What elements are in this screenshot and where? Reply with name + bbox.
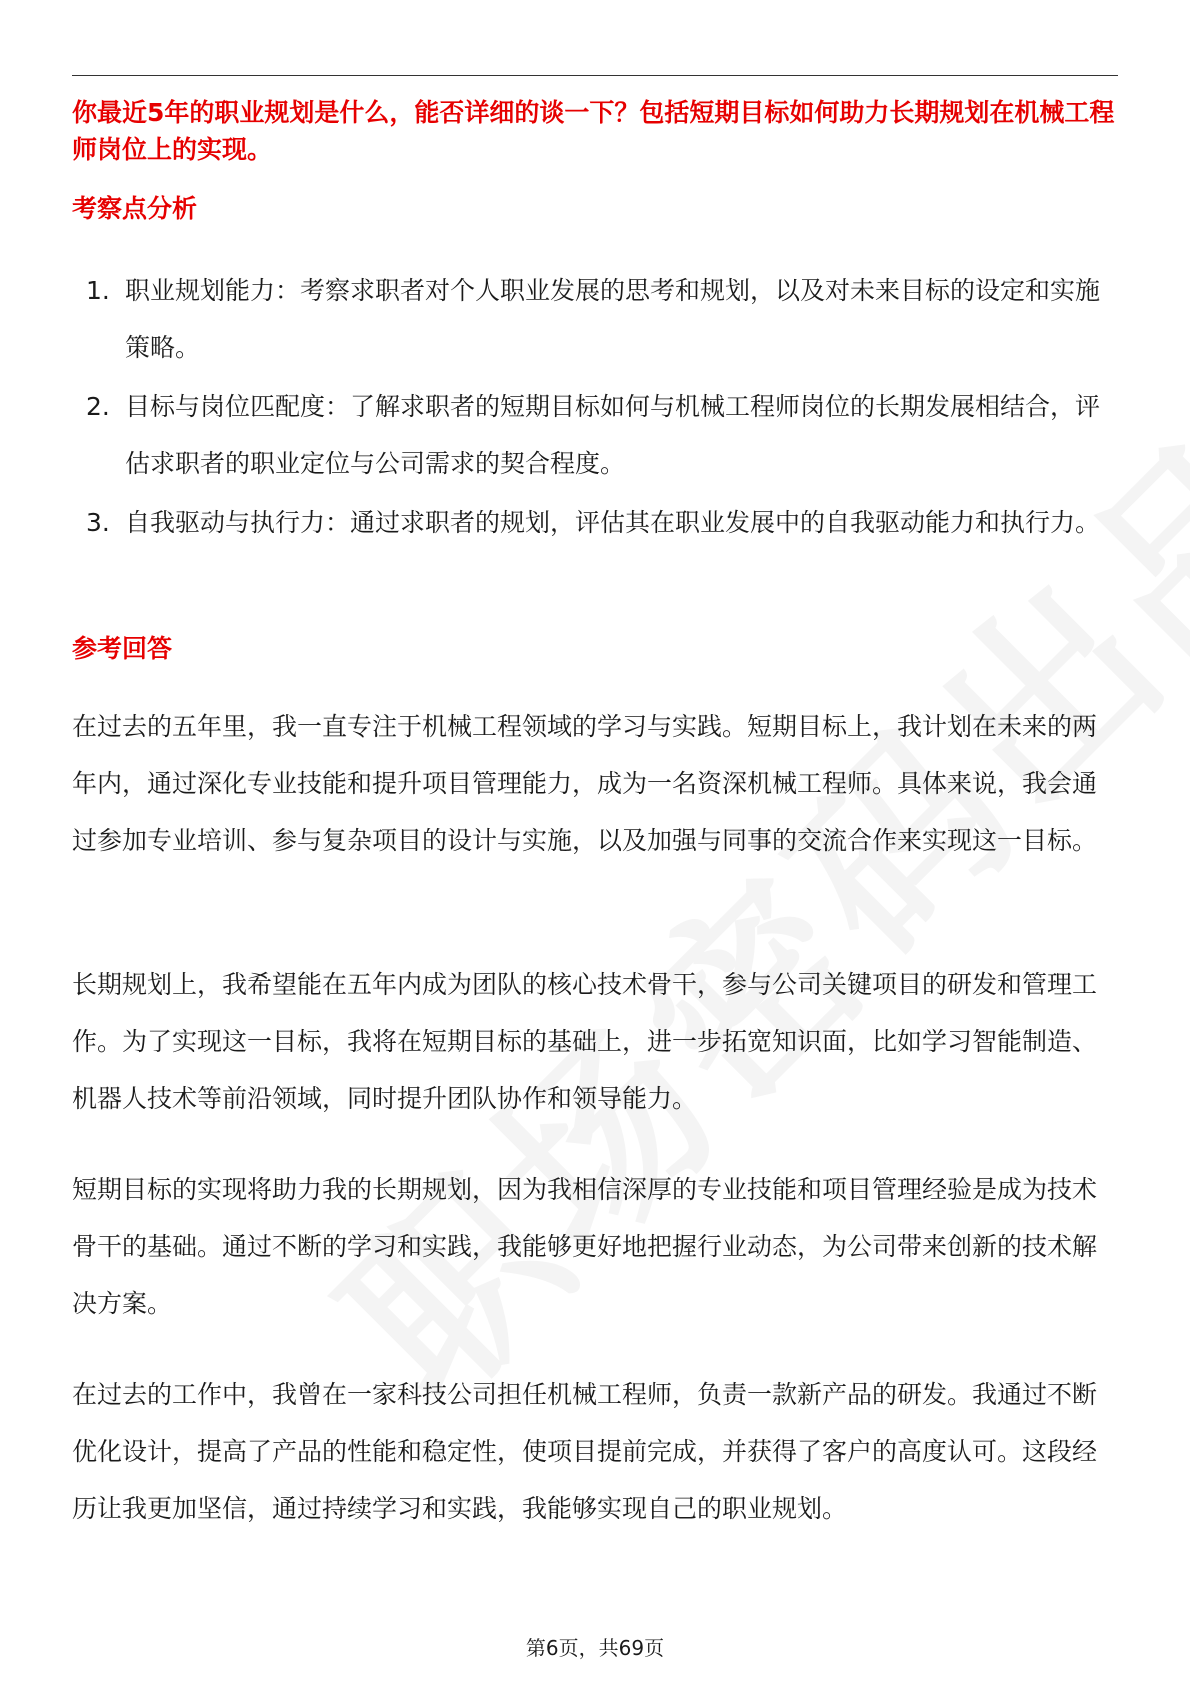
list-item-text: 目标与岗位匹配度：了解求职者的短期目标如何与机械工程师岗位的长期发展相结合，评估求职者的职业定位与公司需求的契合程度。: [125, 392, 1101, 478]
list-item-text: 自我驱动与执行力：通过求职者的规划，评估其在职业发展中的自我驱动能力和执行力。: [125, 508, 1101, 537]
analysis-list: [72, 262, 1118, 551]
list-item: [72, 262, 1118, 376]
page-number: 第6页，共69页: [525, 1636, 665, 1660]
answer-paragraph: 长期规划上，我希望能在五年内成为团队的核心技术骨干，参与公司关键项目的研发和管理工作。为了实现这一目标，我将在短期目标的基础上，进一步拓宽知识面，比如学习智能制造、机器人技术等前沿领域，同时提升团队协作和领导能力。: [72, 970, 1098, 1113]
top-divider: [72, 75, 1118, 76]
list-item: [72, 378, 1118, 492]
answer-paragraph: 短期目标的实现将助力我的长期规划，因为我相信深厚的专业技能和项目管理经验是成为技术骨干的基础。通过不断的学习和实践，我能够更好地把握行业动态，为公司带来创新的技术解决方案。: [72, 1175, 1098, 1318]
answer-paragraph: 在过去的工作中，我曾在一家科技公司担任机械工程师，负责一款新产品的研发。我通过不断优化设计，提高了产品的性能和稳定性，使项目提前完成，并获得了客户的高度认可。这段经历让我更加坚信，通过持续学习和实践，我能够实现自己的职业规划。: [72, 1380, 1098, 1523]
answer-heading: 参考回答: [72, 634, 173, 663]
question-title: 你最近5年的职业规划是什么，能否详细的谈一下？包括短期目标如何助力长期规划在机械工程师岗位上的实现。: [72, 98, 1115, 164]
list-item-number: 3.: [86, 508, 110, 537]
analysis-heading: 考察点分析: [72, 194, 198, 223]
list-item-text: 职业规划能力：考察求职者对个人职业发展的思考和规划，以及对未来目标的设定和实施策略。: [125, 276, 1101, 362]
list-item-number: 2.: [86, 392, 110, 421]
list-item-number: 1.: [86, 276, 110, 305]
list-item: [72, 494, 1118, 551]
answer-paragraph: 在过去的五年里，我一直专注于机械工程领域的学习与实践。短期目标上，我计划在未来的两年内，通过深化专业技能和提升项目管理能力，成为一名资深机械工程师。具体来说，我会通过参加专业培训、参与复杂项目的设计与实施，以及加强与同事的交流合作来实现这一目标。: [72, 712, 1098, 855]
